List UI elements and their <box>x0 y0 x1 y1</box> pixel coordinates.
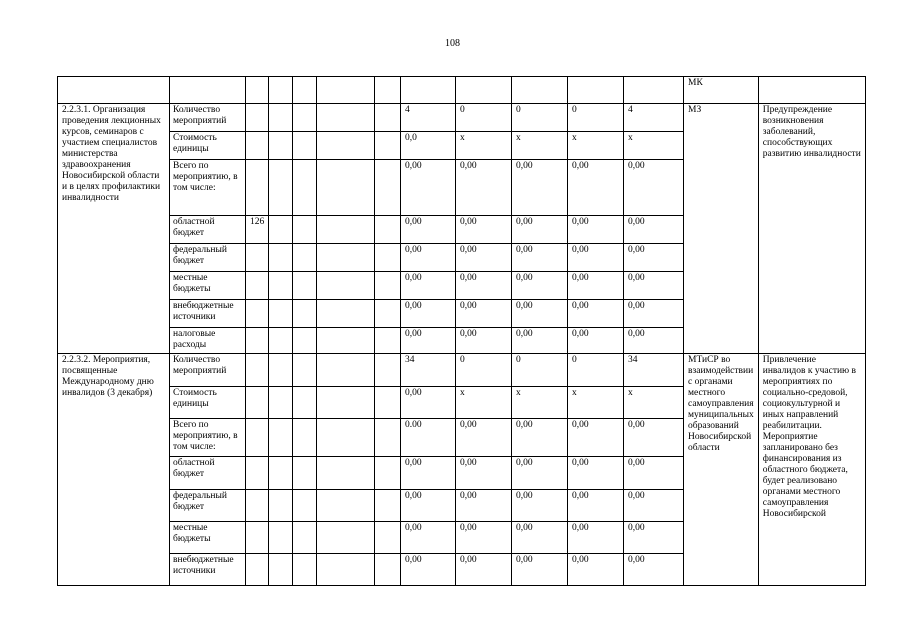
value-cell: 0,00 <box>456 328 512 354</box>
value-cell: 0,00 <box>568 328 624 354</box>
empty-cell <box>375 457 401 490</box>
value-cell: 0,00 <box>624 522 684 554</box>
empty-cell <box>293 490 317 522</box>
header-executor-cell: МК <box>684 77 759 104</box>
table-row <box>58 354 866 387</box>
value-cell: 0,00 <box>624 160 684 216</box>
value-cell: 34 <box>624 354 684 387</box>
empty-cell <box>269 328 293 354</box>
value-cell: х <box>512 387 568 419</box>
value-cell: 0,00 <box>624 419 684 457</box>
budget-code-cell <box>246 490 269 522</box>
value-cell: 0,00 <box>456 272 512 300</box>
header-cell <box>317 77 375 104</box>
header-cell <box>375 77 401 104</box>
value-cell: 0.00 <box>401 419 456 457</box>
value-cell: 0,00 <box>624 490 684 522</box>
empty-cell <box>269 160 293 216</box>
empty-cell <box>317 272 375 300</box>
value-cell: х <box>568 132 624 160</box>
value-cell: 0,00 <box>568 300 624 328</box>
budget-label-cell: Количество мероприятий <box>170 104 246 132</box>
value-cell: х <box>624 387 684 419</box>
value-cell: 0,00 <box>401 457 456 490</box>
empty-cell <box>293 387 317 419</box>
empty-cell <box>375 354 401 387</box>
empty-cell <box>293 328 317 354</box>
empty-cell <box>293 354 317 387</box>
empty-cell <box>375 272 401 300</box>
value-cell: 0,00 <box>624 328 684 354</box>
value-cell: 0,00 <box>568 244 624 272</box>
budget-code-cell <box>246 328 269 354</box>
budget-label-cell: Стоимость единицы <box>170 132 246 160</box>
empty-cell <box>317 522 375 554</box>
value-cell: 0,00 <box>401 244 456 272</box>
value-cell: 0,00 <box>456 300 512 328</box>
empty-cell <box>269 490 293 522</box>
value-cell: 0,00 <box>456 419 512 457</box>
empty-cell <box>293 104 317 132</box>
value-cell: 0,00 <box>568 554 624 586</box>
table-row <box>58 104 866 132</box>
budget-label-cell: областной бюджет <box>170 457 246 490</box>
value-cell: 0,00 <box>456 522 512 554</box>
value-cell: 0,00 <box>401 387 456 419</box>
value-cell: 0,00 <box>401 554 456 586</box>
empty-cell <box>317 490 375 522</box>
value-cell: 0,00 <box>568 272 624 300</box>
value-cell: 0,00 <box>568 419 624 457</box>
value-cell: 0,00 <box>456 554 512 586</box>
budget-label-cell: внебюджетные источники <box>170 300 246 328</box>
value-cell: 0,00 <box>568 457 624 490</box>
budget-code-cell <box>246 244 269 272</box>
empty-cell <box>317 160 375 216</box>
value-cell: 0 <box>456 354 512 387</box>
empty-cell <box>293 419 317 457</box>
empty-cell <box>269 244 293 272</box>
value-cell: 0,00 <box>401 522 456 554</box>
empty-cell <box>269 272 293 300</box>
value-cell: 0,00 <box>512 300 568 328</box>
value-cell: 0,00 <box>512 328 568 354</box>
value-cell: х <box>456 387 512 419</box>
empty-cell <box>269 457 293 490</box>
value-cell: 0,00 <box>512 419 568 457</box>
value-cell: 0,00 <box>624 457 684 490</box>
value-cell: 0,00 <box>624 244 684 272</box>
budget-code-cell: 126 <box>246 216 269 244</box>
budget-label-cell: федеральный бюджет <box>170 490 246 522</box>
empty-cell <box>317 457 375 490</box>
budget-label-cell: Всего по мероприятию, в том числе: <box>170 160 246 216</box>
empty-cell <box>293 554 317 586</box>
value-cell: 0,00 <box>456 160 512 216</box>
header-cell <box>758 77 865 104</box>
header-cell <box>624 77 684 104</box>
empty-cell <box>269 104 293 132</box>
value-cell: 0,00 <box>568 490 624 522</box>
empty-cell <box>269 522 293 554</box>
empty-cell <box>293 244 317 272</box>
value-cell: 0,00 <box>401 160 456 216</box>
value-cell: 0,00 <box>512 272 568 300</box>
value-cell: 4 <box>401 104 456 132</box>
empty-cell <box>375 328 401 354</box>
executor-cell: МТиСР во взаимодействии с органами местного самоуправления муниципальных образований Новосибирской области <box>684 354 759 586</box>
empty-cell <box>269 419 293 457</box>
empty-cell <box>269 216 293 244</box>
value-cell: 0,00 <box>512 160 568 216</box>
empty-cell <box>317 244 375 272</box>
value-cell: х <box>568 387 624 419</box>
budget-label-cell: местные бюджеты <box>170 272 246 300</box>
value-cell: 0,00 <box>456 244 512 272</box>
empty-cell <box>269 300 293 328</box>
value-cell: 0,00 <box>624 300 684 328</box>
value-cell: 0,00 <box>456 457 512 490</box>
empty-cell <box>375 387 401 419</box>
measure-name-cell: 2.2.3.2. Мероприятия, посвященные Международному дню инвалидов (3 декабря) <box>58 354 170 586</box>
empty-cell <box>375 132 401 160</box>
value-cell: 0,00 <box>512 490 568 522</box>
empty-cell <box>317 419 375 457</box>
empty-cell <box>375 522 401 554</box>
page-number: 108 <box>445 38 460 49</box>
empty-cell <box>317 132 375 160</box>
empty-cell <box>293 300 317 328</box>
value-cell: 0,00 <box>568 160 624 216</box>
header-cell <box>246 77 269 104</box>
empty-cell <box>375 244 401 272</box>
header-row <box>58 77 866 104</box>
budget-code-cell <box>246 104 269 132</box>
empty-cell <box>317 300 375 328</box>
budget-code-cell <box>246 554 269 586</box>
value-cell: 0 <box>512 354 568 387</box>
budget-code-cell <box>246 387 269 419</box>
empty-cell <box>293 457 317 490</box>
budget-label-cell: налоговые расходы <box>170 328 246 354</box>
budget-code-cell <box>246 300 269 328</box>
empty-cell <box>317 104 375 132</box>
value-cell: 0,00 <box>512 522 568 554</box>
empty-cell <box>269 132 293 160</box>
value-cell: 0,00 <box>401 328 456 354</box>
budget-code-cell <box>246 132 269 160</box>
executor-cell: МЗ <box>684 104 759 354</box>
empty-cell <box>293 522 317 554</box>
value-cell: 0,00 <box>456 490 512 522</box>
measure-name-cell: 2.2.3.1. Организация проведения лекционных курсов, семинаров с участием специалистов министерства здравоохранения Новосибирской области и в целях профилактики инвалидности <box>58 104 170 354</box>
empty-cell <box>375 104 401 132</box>
budget-code-cell <box>246 522 269 554</box>
empty-cell <box>375 419 401 457</box>
empty-cell <box>317 328 375 354</box>
header-cell <box>568 77 624 104</box>
budget-code-cell <box>246 457 269 490</box>
value-cell: 0,00 <box>568 216 624 244</box>
value-cell: х <box>456 132 512 160</box>
value-cell: 0,00 <box>401 272 456 300</box>
empty-cell <box>293 160 317 216</box>
empty-cell <box>269 554 293 586</box>
empty-cell <box>293 132 317 160</box>
budget-code-cell <box>246 272 269 300</box>
value-cell: 0,00 <box>512 554 568 586</box>
value-cell: 0,00 <box>512 457 568 490</box>
value-cell: 0,00 <box>401 300 456 328</box>
budget-label-cell: областной бюджет <box>170 216 246 244</box>
budget-code-cell <box>246 419 269 457</box>
empty-cell <box>293 272 317 300</box>
empty-cell <box>269 387 293 419</box>
value-cell: 0 <box>568 354 624 387</box>
empty-cell <box>317 554 375 586</box>
empty-cell <box>317 216 375 244</box>
value-cell: 0 <box>512 104 568 132</box>
budget-label-cell: внебюджетные источники <box>170 554 246 586</box>
empty-cell <box>375 300 401 328</box>
empty-cell <box>375 216 401 244</box>
budget-label-cell: Всего по мероприятию, в том числе: <box>170 419 246 457</box>
value-cell: 0,00 <box>624 554 684 586</box>
empty-cell <box>317 387 375 419</box>
empty-cell <box>293 216 317 244</box>
header-cell <box>401 77 456 104</box>
header-cell <box>58 77 170 104</box>
value-cell: х <box>624 132 684 160</box>
value-cell: 0,00 <box>568 522 624 554</box>
header-cell <box>456 77 512 104</box>
value-cell: 0,00 <box>512 216 568 244</box>
budget-label-cell: федеральный бюджет <box>170 244 246 272</box>
value-cell: 0,0 <box>401 132 456 160</box>
empty-cell <box>317 354 375 387</box>
empty-cell <box>269 354 293 387</box>
value-cell: 0,00 <box>401 490 456 522</box>
value-cell: 0 <box>568 104 624 132</box>
value-cell: 34 <box>401 354 456 387</box>
budget-code-cell <box>246 160 269 216</box>
header-cell <box>170 77 246 104</box>
expected-result-cell: Привлечение инвалидов к участию в мероприятиях по социально-средовой, социокультурной и иных направлений реабилитации. Мероприятие запланировано без финансирования из областного бюджета, будет реализовано органами местного самоуправления Новосибирской <box>758 354 865 586</box>
program-table <box>57 76 866 586</box>
budget-label-cell: местные бюджеты <box>170 522 246 554</box>
header-cell <box>269 77 293 104</box>
expected-result-cell: Предупреждение возникновения заболеваний, способствующих развитию инвалидности <box>758 104 865 354</box>
value-cell: 0,00 <box>512 244 568 272</box>
value-cell: 0,00 <box>624 272 684 300</box>
value-cell: 0,00 <box>456 216 512 244</box>
budget-label-cell: Стоимость единицы <box>170 387 246 419</box>
empty-cell <box>375 554 401 586</box>
value-cell: 4 <box>624 104 684 132</box>
value-cell: х <box>512 132 568 160</box>
value-cell: 0 <box>456 104 512 132</box>
header-cell <box>293 77 317 104</box>
value-cell: 0,00 <box>624 216 684 244</box>
empty-cell <box>375 490 401 522</box>
budget-label-cell: Количество мероприятий <box>170 354 246 387</box>
empty-cell <box>375 160 401 216</box>
value-cell: 0,00 <box>401 216 456 244</box>
budget-code-cell <box>246 354 269 387</box>
header-cell <box>512 77 568 104</box>
